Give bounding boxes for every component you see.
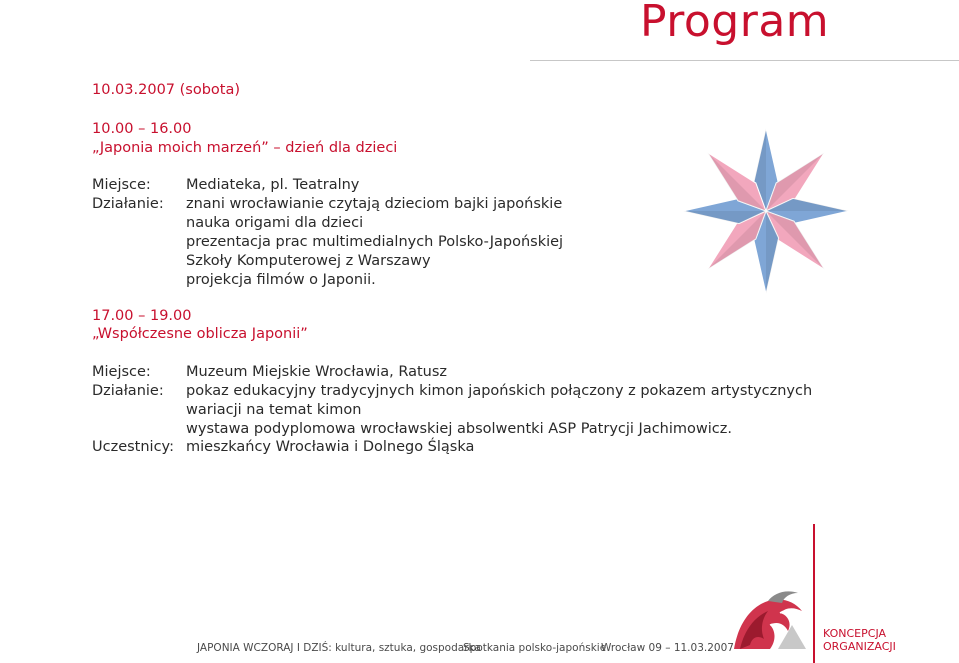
event1-action: znani wrocławianie czytają dzieciom bajki japońskie	[186, 196, 563, 212]
concept-line-1: KONCEPCJA	[823, 627, 887, 640]
footer-dates: Wrocław 09 – 11.03.2007	[601, 642, 734, 654]
event2-actions-label: Działanie:	[92, 383, 164, 399]
event2-action: wariacji na temat kimon	[186, 402, 362, 418]
event2-time: 17.00 – 19.00	[92, 308, 192, 324]
event2-participants-label: Uczestnicy:	[92, 439, 174, 455]
concept-label	[823, 627, 896, 653]
origami-star-icon	[676, 118, 856, 304]
concept-line-2: ORGANIZACJI	[823, 640, 896, 653]
event1-action: prezentacja prac multimedialnych Polsko-Japońskiej	[186, 234, 564, 250]
event2-title: „Współczesne oblicza Japonii”	[92, 326, 308, 342]
event1-actions-label: Działanie:	[92, 196, 164, 212]
footer-subtitle: Spotkania polsko-japońskie	[463, 642, 607, 654]
event1-action: projekcja filmów o Japonii.	[186, 272, 376, 288]
footer-accent-line	[813, 524, 815, 663]
event2-place: Muzeum Miejskie Wrocławia, Ratusz	[186, 364, 448, 380]
event2-place-label: Miejsce:	[92, 364, 151, 380]
event1-title: „Japonia moich marzeń” – dzień dla dzieci	[92, 140, 398, 156]
title-divider	[530, 60, 959, 61]
event2-participants: mieszkańcy Wrocławia i Dolnego Śląska	[186, 439, 475, 455]
event-date: 10.03.2007 (sobota)	[92, 82, 241, 98]
wave-logo-icon	[732, 585, 808, 651]
event1-place-label: Miejsce:	[92, 177, 151, 193]
event2-action: pokaz edukacyjny tradycyjnych kimon japońskich połączony z pokazem artystycznych	[186, 383, 813, 399]
event1-time: 10.00 – 16.00	[92, 121, 192, 137]
event1-place: Mediateka, pl. Teatralny	[186, 177, 360, 193]
event1-action: nauka origami dla dzieci	[186, 215, 364, 231]
footer-series-title: JAPONIA WCZORAJ I DZIŚ: kultura, sztuka, gospodarka	[197, 642, 481, 654]
event2-action: wystawa podyplomowa wrocławskiej absolwentki ASP Patrycji Jachimowicz.	[186, 421, 732, 437]
event1-action: Szkoły Komputerowej z Warszawy	[186, 253, 431, 269]
page-title: Program	[640, 0, 830, 47]
